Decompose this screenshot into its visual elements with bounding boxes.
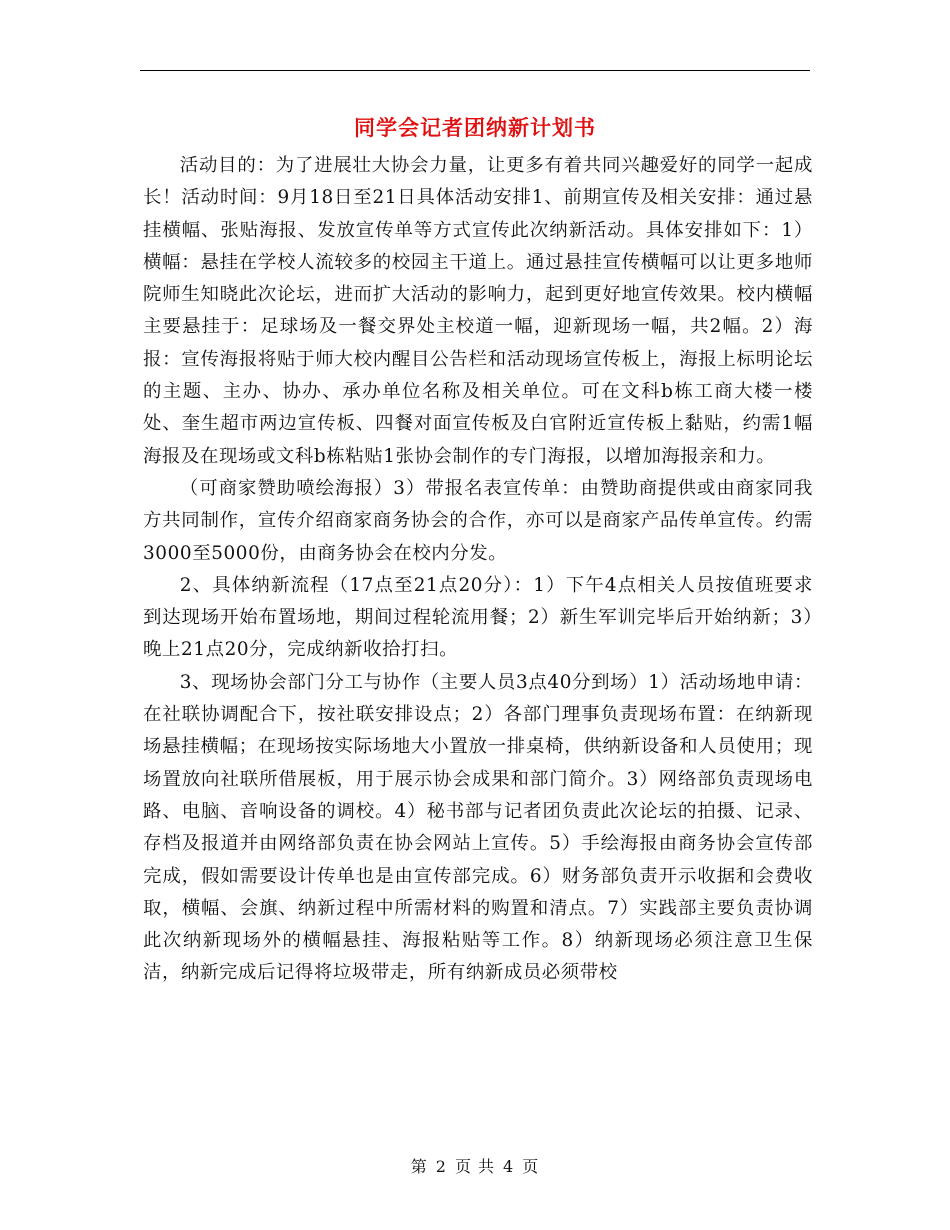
paragraph: 活动目的：为了进展壮大协会力量，让更多有着共同兴趣爱好的同学一起成长！活动时间：9月18日至21日具体活动安排1、前期宣传及相关安排：通过悬挂横幅、张贴海报、发放宣传单等方式宣传此次纳新活动。具体安排如下：1）横幅：悬挂在学校人流较多的校园主干道上。通过悬挂宣传横幅可以让更多地师院师生知晓此次论坛，进而扩大活动的影响力，起到更好地宣传效果。校内横幅主要悬挂于：足球场及一餐交界处主校道一幅，迎新现场一幅，共2幅。2）海报：宣传海报将贴于师大校内醒目公告栏和活动现场宣传板上，海报上标明论坛的主题、主办、协办、承办单位名称及相关单位。可在文科b栋工商大楼一楼处、奎生超市两边宣传板、四餐对面宣传板及白官附近宣传板上黏贴，约需1幅海报及在现场或文科b栋粘贴1张协会制作的专门海报，以增加海报亲和力。: [143, 155, 813, 467]
current-page-number: 2: [435, 1157, 447, 1176]
total-pages-number: 4: [503, 1157, 515, 1176]
document-body: [143, 150, 813, 990]
footer-suffix: 页: [522, 1157, 540, 1176]
paragraph: （可商家赞助喷绘海报）3）带报名表宣传单：由赞助商提供或由商家同我方共同制作，宣传介绍商家商务协会的合作，亦可以是商家产品传单宣传。约需3000至5000份，由商务协会在校内分发。: [143, 477, 813, 564]
page-footer: [0, 1154, 950, 1177]
header-rule: [140, 70, 810, 71]
footer-prefix: 第: [410, 1157, 428, 1176]
document-title: 同学会记者团纳新计划书: [354, 116, 596, 140]
footer-mid: 页 共: [454, 1157, 496, 1176]
paragraph: 2、具体纳新流程（17点至21点20分）：1）下午4点相关人员按值班要求到达现场开始布置场地，期间过程轮流用餐；2）新生军训完毕后开始纳新；3）晚上21点20分，完成纳新收拾打扫。: [143, 574, 813, 661]
paragraph: 3、现场协会部门分工与协作（主要人员3点40分到场）1）活动场地申请：在社联协调配合下，按社联安排设点；2）各部门理事负责现场布置：在纳新现场悬挂横幅；在现场按实际场地大小置放一排桌椅，供纳新设备和人员使用；现场置放向社联所借展板，用于展示协会成果和部门简介。3）网络部负责现场电路、电脑、音响设备的调校。4）秘书部与记者团负责此次论坛的拍摄、记录、存档及报道并由网络部负责在协会网站上宣传。5）手绘海报由商务协会宣传部完成，假如需要设计传单也是由宣传部完成。6）财务部负责开示收据和会费收取，横幅、会旗、纳新过程中所需材料的购置和清点。7）实践部主要负责协调此次纳新现场外的横幅悬挂、海报粘贴等工作。8）纳新现场必须注意卫生保洁，纳新完成后记得将垃圾带走，所有纳新成员必须带校: [143, 671, 813, 984]
